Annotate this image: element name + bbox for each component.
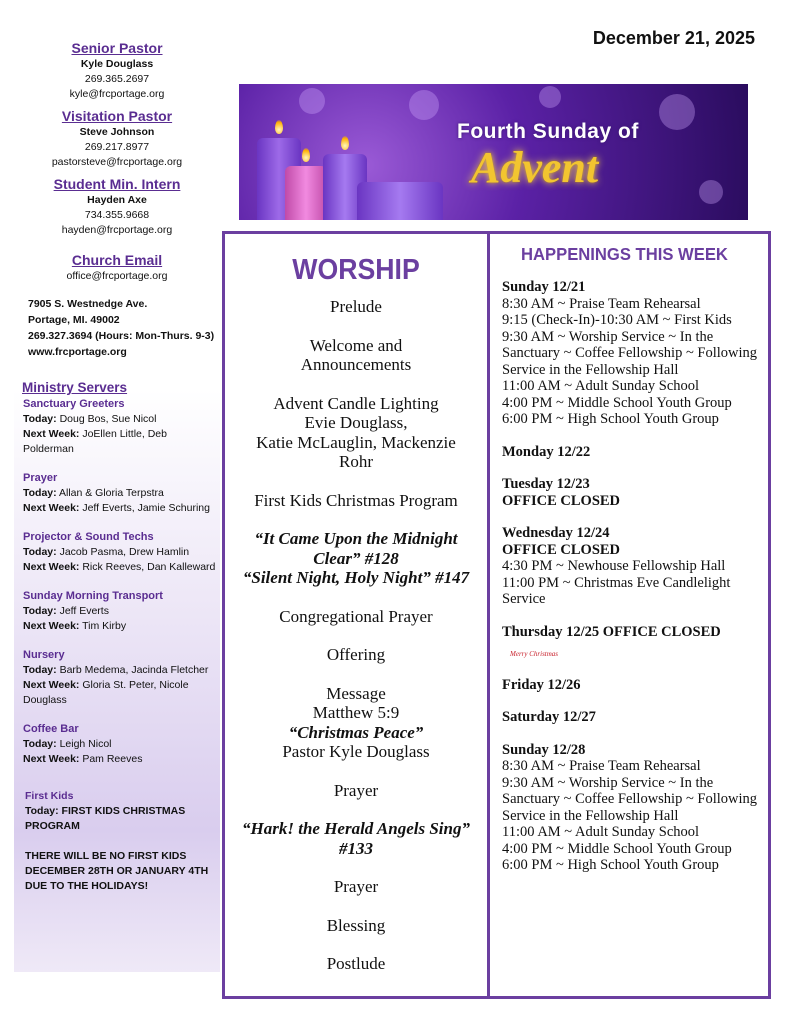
worship-item: Postlude xyxy=(326,954,386,973)
staff-senior-pastor xyxy=(14,40,220,102)
hymn-line: Clear” #128 xyxy=(313,548,399,568)
staff-email[interactable]: hayden@frcportage.org xyxy=(61,224,173,236)
ministry-group xyxy=(23,397,220,457)
next-week-line: Next Week: Gloria St. Peter, Nicole Douglass xyxy=(23,679,189,706)
website-link[interactable]: www.frcportage.org xyxy=(28,346,127,358)
church-email-block xyxy=(14,252,220,284)
staff-role: Student Min. Intern xyxy=(53,176,181,192)
day-block xyxy=(502,742,760,874)
worship-title: WORSHIP xyxy=(292,254,420,286)
first-kids-block xyxy=(25,789,220,894)
staff-student-intern xyxy=(14,176,220,238)
banner-title: Advent xyxy=(471,143,599,192)
hymn-line: “Silent Night, Holy Night” #147 xyxy=(242,568,470,587)
worship-item: Announcements xyxy=(300,355,412,374)
day-block xyxy=(502,525,760,608)
event-line: 8:30 AM ~ Praise Team Rehearsal xyxy=(502,758,701,774)
ministry-group-title: Prayer xyxy=(23,472,58,484)
hymn-line: “It Came Upon the Midnight xyxy=(254,529,458,548)
ministry-group-title: Sanctuary Greeters xyxy=(23,398,125,410)
advent-banner xyxy=(239,84,748,220)
sermon-title: “Christmas Peace” xyxy=(288,722,424,742)
worship-item: Matthew 5:9 xyxy=(312,703,400,722)
hymn-line: #133 xyxy=(339,838,373,858)
happenings-title: HAPPENINGS THIS WEEK xyxy=(521,244,728,264)
day-block xyxy=(502,677,760,694)
staff-role: Senior Pastor xyxy=(71,40,163,56)
first-kids-title: First Kids xyxy=(25,790,74,802)
worship-item: Pastor Kyle Douglass xyxy=(282,742,430,761)
today-line: Today: Allan & Gloria Terpstra xyxy=(23,487,164,499)
worship-item: Message xyxy=(326,683,386,703)
day-name: Tuesday 12/23 xyxy=(502,476,590,492)
first-kids-notice: THERE WILL BE NO FIRST KIDS DECEMBER 28TH OR JANUARY 4TH DUE TO THE HOLIDAYS! xyxy=(25,850,209,892)
candle-pink-icon xyxy=(285,166,327,220)
church-email[interactable]: office@frcportage.org xyxy=(66,270,168,282)
address-line: Portage, MI. 49002 xyxy=(28,314,120,326)
ministry-group xyxy=(23,471,220,516)
day-name: Friday 12/26 xyxy=(502,676,581,693)
happenings-this-week xyxy=(487,231,771,999)
day-block xyxy=(502,709,760,726)
worship-item: Advent Candle Lighting xyxy=(273,393,439,413)
event-line: 4:00 PM ~ Middle School Youth Group xyxy=(502,840,732,857)
worship-item: Rohr xyxy=(339,452,373,471)
staff-name: Kyle Douglass xyxy=(80,58,154,70)
event-line: 8:30 AM ~ Praise Team Rehearsal xyxy=(502,295,701,312)
banner-subtitle: Fourth Sunday of xyxy=(457,120,639,143)
office-closed: OFFICE CLOSED xyxy=(502,492,621,509)
flame-icon xyxy=(302,148,310,162)
ministry-group xyxy=(23,648,220,708)
ministry-group xyxy=(23,530,220,575)
sidebar xyxy=(14,32,220,972)
staff-email[interactable]: pastorsteve@frcportage.org xyxy=(51,156,183,168)
candle-purple-icon xyxy=(357,182,443,220)
event-line: 4:00 PM ~ Middle School Youth Group xyxy=(502,394,732,411)
staff-name: Steve Johnson xyxy=(79,126,155,138)
day-block xyxy=(502,444,760,461)
staff-name: Hayden Axe xyxy=(87,194,147,206)
event-line: 11:00 PM ~ Christmas Eve Candlelight Service xyxy=(502,574,731,607)
staff-phone: 269.217.8977 xyxy=(84,141,150,153)
day-name: Wednesday 12/24 xyxy=(502,525,610,541)
day-name: Saturday 12/27 xyxy=(502,709,596,725)
event-line: 9:30 AM ~ Worship Service ~ In the Sanctuary ~ Coffee Fellowship ~ Following Service in the Fellowship Hall xyxy=(502,328,758,378)
event-line: 9:30 AM ~ Worship Service ~ In the Sanctuary ~ Coffee Fellowship ~ Following Service in the Fellowship Hall xyxy=(502,774,758,824)
worship-item: Prelude xyxy=(330,297,382,316)
worship-item: Welcome and xyxy=(309,335,403,355)
address-line: 269.327.3694 (Hours: Mon-Thurs. 9-3) xyxy=(28,330,215,342)
worship-item: First Kids Christmas Program xyxy=(254,490,458,510)
event-line: 6:00 PM ~ High School Youth Group xyxy=(502,857,719,873)
church-address xyxy=(28,296,220,360)
staff-role: Visitation Pastor xyxy=(61,108,173,124)
worship-item: Congregational Prayer xyxy=(279,606,433,626)
flame-icon xyxy=(275,120,283,134)
worship-item: Evie Douglass, xyxy=(304,413,408,432)
day-block xyxy=(502,624,760,663)
event-line: 9:15 (Check-In)-10:30 AM ~ First Kids xyxy=(502,312,732,328)
event-line: 6:00 PM ~ High School Youth Group xyxy=(502,411,719,427)
church-email-title: Church Email xyxy=(71,252,163,268)
worship-item: Katie McLauglin, Mackenzie xyxy=(256,432,456,452)
event-line: 11:00 AM ~ Adult Sunday School xyxy=(502,824,700,840)
next-week-line: Next Week: Pam Reeves xyxy=(23,753,143,765)
worship-item: Prayer xyxy=(333,780,379,800)
first-kids-today: Today: FIRST KIDS CHRISTMAS PROGRAM xyxy=(25,805,186,832)
worship-items xyxy=(225,297,487,974)
today-line: Today: Jeff Everts xyxy=(23,605,109,617)
day-name: Sunday 12/21 xyxy=(502,279,586,295)
flame-icon xyxy=(341,136,349,150)
today-line: Today: Leigh Nicol xyxy=(23,738,112,750)
event-line: 4:30 PM ~ Newhouse Fellowship Hall xyxy=(502,558,726,574)
bulletin-date: December 21, 2025 xyxy=(592,28,755,48)
merry-christmas-graphic: Merry Christmas xyxy=(510,650,559,658)
staff-visitation-pastor xyxy=(14,108,220,170)
day-name: Thursday 12/25 OFFICE CLOSED xyxy=(502,623,721,640)
day-name: Sunday 12/28 xyxy=(502,741,586,758)
event-line: 11:00 AM ~ Adult Sunday School xyxy=(502,378,700,394)
next-week-line: Next Week: Rick Reeves, Dan Kalleward xyxy=(23,561,216,573)
today-line: Today: Jacob Pasma, Drew Hamlin xyxy=(23,546,190,558)
staff-phone: 734.355.9668 xyxy=(84,209,150,221)
ministry-servers-title: Ministry Servers xyxy=(22,380,128,395)
worship-item: Prayer xyxy=(333,877,379,896)
ministry-group xyxy=(23,589,220,634)
day-block xyxy=(502,279,760,428)
day-name: Monday 12/22 xyxy=(502,443,591,460)
today-line: Today: Doug Bos, Sue Nicol xyxy=(23,413,157,425)
office-closed: OFFICE CLOSED xyxy=(502,541,621,558)
today-line: Today: Barb Medema, Jacinda Fletcher xyxy=(23,664,209,676)
ministry-group-title: Projector & Sound Techs xyxy=(23,531,154,543)
next-week-line: Next Week: Jeff Everts, Jamie Schuring xyxy=(23,502,210,514)
next-week-line: Next Week: JoEllen Little, Deb Polderman xyxy=(23,428,167,455)
ministry-group xyxy=(23,722,220,767)
worship-item: Blessing xyxy=(326,915,386,935)
staff-email[interactable]: kyle@frcportage.org xyxy=(69,88,165,100)
day-block xyxy=(502,476,760,509)
ministry-group-title: Coffee Bar xyxy=(23,723,79,735)
worship-item: Offering xyxy=(326,645,386,664)
worship-order xyxy=(222,231,490,999)
ministry-group-title: Nursery xyxy=(23,649,65,661)
address-line: 7905 S. Westnedge Ave. xyxy=(28,298,148,310)
hymn-line: “Hark! the Herald Angels Sing” xyxy=(242,819,470,838)
ministry-group-title: Sunday Morning Transport xyxy=(23,590,163,602)
staff-phone: 269.365.2697 xyxy=(84,73,150,85)
next-week-line: Next Week: Tim Kirby xyxy=(23,620,127,632)
